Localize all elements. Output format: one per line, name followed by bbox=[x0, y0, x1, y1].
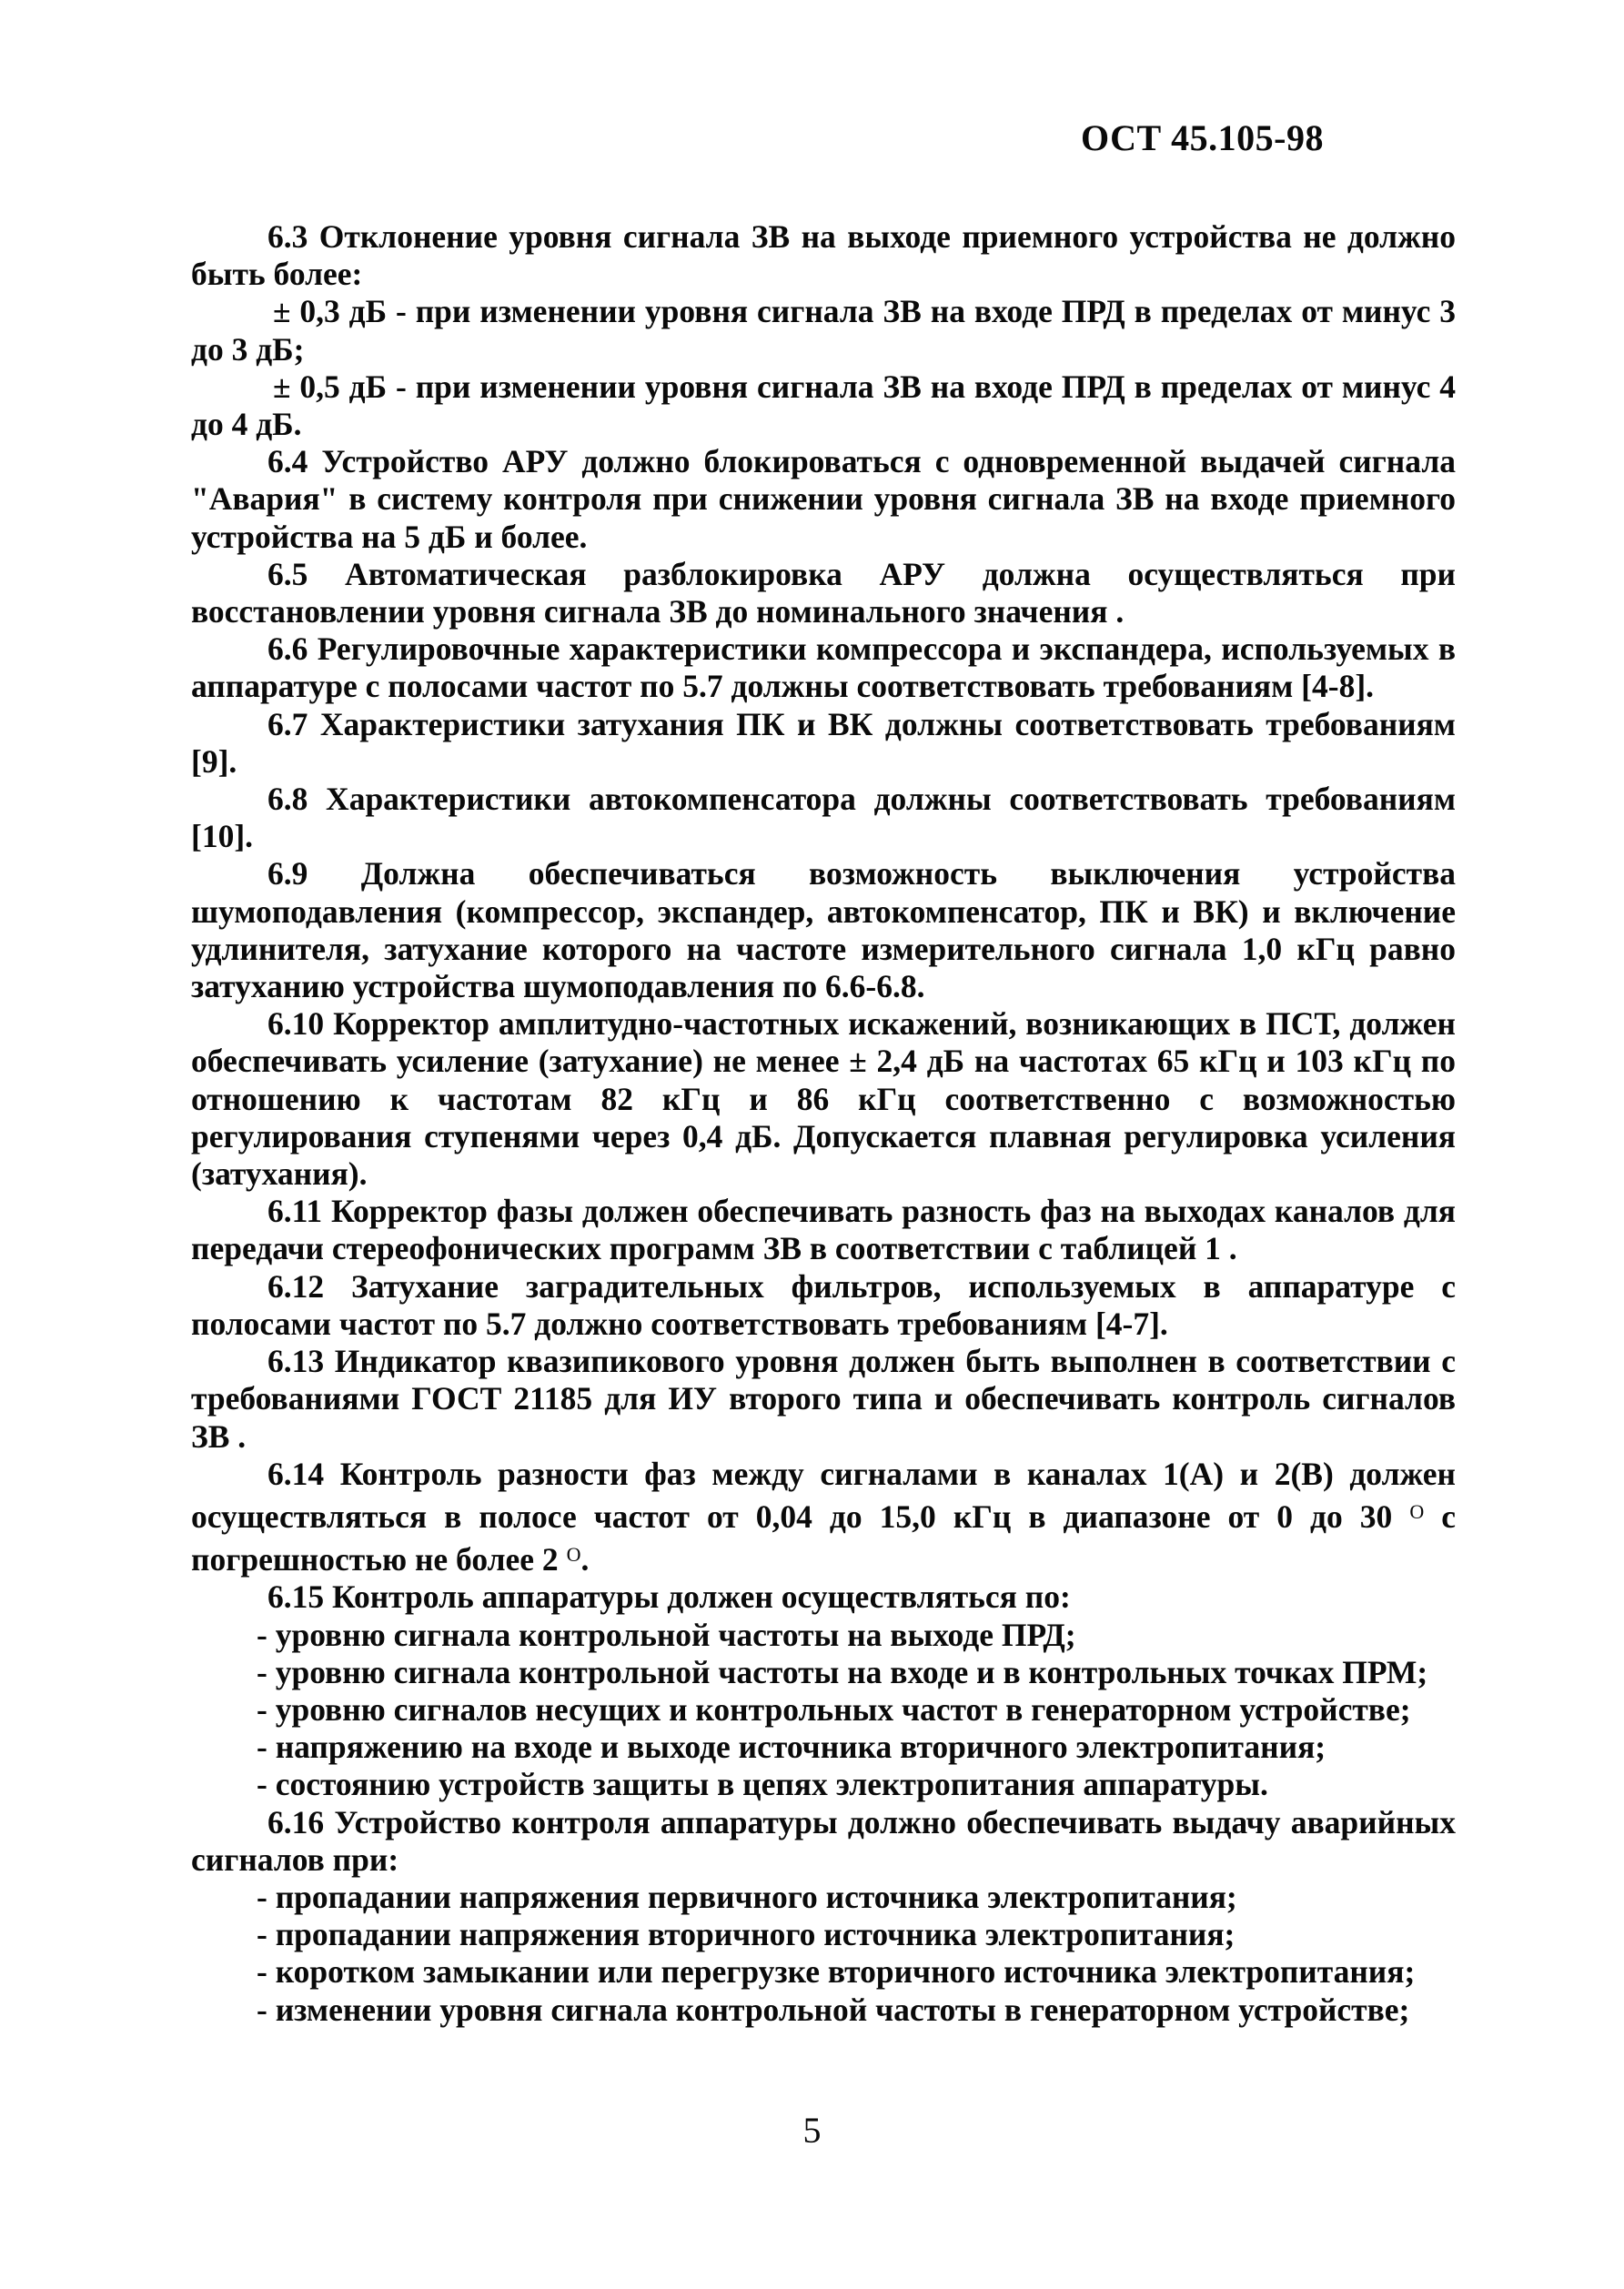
list-item: - состоянию устройств защиты в цепях электропитания аппаратуры. bbox=[257, 1766, 1268, 1803]
list-item: - коротком замыкании или перегрузке вторичного источника электропитания; bbox=[257, 1953, 1416, 1991]
list-item: - пропадании напряжения вторичного источника электропитания; bbox=[257, 1916, 1236, 1953]
degree-mark: О bbox=[1409, 1499, 1425, 1523]
clause-6-9: 6.9 Должна обеспечиваться возможность выключения устройства шумоподавления (компрессор, экспандер, автокомпенсатор, ПК и ВК) и включение удлинителя, затухание которого на частоте измерительного сигнала 1,0 кГц равно затуханию устройства шумоподавления по 6.6-6.8. bbox=[191, 855, 1456, 1005]
clause-6-14-text-b: с погрешностью не более 2 bbox=[191, 1497, 1457, 1578]
list-item: - изменении уровня сигнала контрольной частоты в генераторном устройстве; bbox=[257, 1991, 1410, 2028]
clause-6-14 bbox=[191, 1456, 1456, 1579]
clause-6-16: 6.16 Устройство контроля аппаратуры должно обеспечивать выдачу аварийных сигналов при: bbox=[191, 1803, 1456, 1878]
clause-6-3-item-a: ± 0,3 дБ - при изменении уровня сигнала ЗВ на входе ПРД в пределах от минус 3 до 3 дБ; bbox=[191, 293, 1456, 368]
degree-mark: О bbox=[566, 1543, 581, 1567]
list-item: - уровню сигнала контрольной частоты на выходе ПРД; bbox=[257, 1616, 1076, 1653]
clause-6-8: 6.8 Характеристики автокомпенсатора должны соответствовать требованиям [10]. bbox=[191, 781, 1456, 855]
clause-6-11: 6.11 Корректор фазы должен обеспечивать разность фаз на выходах каналов для передачи стереофонических программ ЗВ в соответствии с таблицей 1 . bbox=[191, 1193, 1456, 1267]
clause-6-10: 6.10 Корректор амплитудно-частотных искажений, возникающих в ПСТ, должен обеспечивать усиление (затухание) не менее ± 2,4 дБ на частотах 65 кГц и 103 кГц по отношению к частотам 82 кГц и 86 кГц соответственно с возможностью регулирования ступенями через 0,4 дБ. Допускается плавная регулировка усиления (затухания). bbox=[191, 1005, 1456, 1193]
list-item: - напряжению на входе и выходе источника вторичного электропитания; bbox=[257, 1729, 1326, 1766]
clause-6-14-end: . bbox=[580, 1541, 590, 1578]
clause-6-13: 6.13 Индикатор квазипикового уровня должен быть выполнен в соответствии с требованиями ГОСТ 21185 для ИУ второго типа и обеспечивать контроль сигналов ЗВ . bbox=[191, 1343, 1456, 1455]
clause-6-3-item-b: ± 0,5 дБ - при изменении уровня сигнала ЗВ на входе ПРД в пределах от минус 4 до 4 дБ. bbox=[191, 368, 1456, 443]
clause-6-5: 6.5 Автоматическая разблокировка АРУ должна осуществляться при восстановлении уровня сигнала ЗВ до номинального значения . bbox=[191, 555, 1456, 630]
clause-6-4: 6.4 Устройство АРУ должно блокироваться с одновременной выдачей сигнала "Авария" в систему контроля при снижении уровня сигнала ЗВ на входе приемного устройства на 5 дБ и более. bbox=[191, 443, 1456, 555]
clause-6-12: 6.12 Затухание заградительных фильтров, используемых в аппаратуре с полосами частот по 5.7 должно соответствовать требованиям [4-7]. bbox=[191, 1267, 1456, 1342]
list-item: - пропадании напряжения первичного источника электропитания; bbox=[257, 1878, 1237, 1915]
clause-6-15: 6.15 Контроль аппаратуры должен осуществляться по: bbox=[267, 1578, 1071, 1616]
clause-6-6: 6.6 Регулировочные характеристики компрессора и экспандера, используемых в аппаратуре с полосами частот по 5.7 должны соответствовать требованиям [4-8]. bbox=[191, 630, 1456, 705]
clause-6-14-text-a: 6.14 Контроль разности фаз между сигналами в каналах 1(А) и 2(В) должен осуществляться в полосе частот от 0,04 до 15,0 кГц в диапазоне от 0 до 30 bbox=[191, 1455, 1456, 1535]
standard-code-header: ОСТ 45.105-98 bbox=[1081, 117, 1324, 158]
clause-6-7: 6.7 Характеристики затухания ПК и ВК должны соответствовать требованиям [9]. bbox=[191, 705, 1456, 780]
list-item: - уровню сигнала контрольной частоты на входе и в контрольных точках ПРМ; bbox=[257, 1653, 1428, 1690]
page-number: 5 bbox=[802, 2110, 822, 2151]
document-body bbox=[191, 218, 1456, 2029]
list-item: - уровню сигналов несущих и контрольных частот в генераторном устройстве; bbox=[257, 1690, 1411, 1728]
clause-6-3: 6.3 Отклонение уровня сигнала ЗВ на выходе приемного устройства не должно быть более: bbox=[191, 218, 1456, 293]
